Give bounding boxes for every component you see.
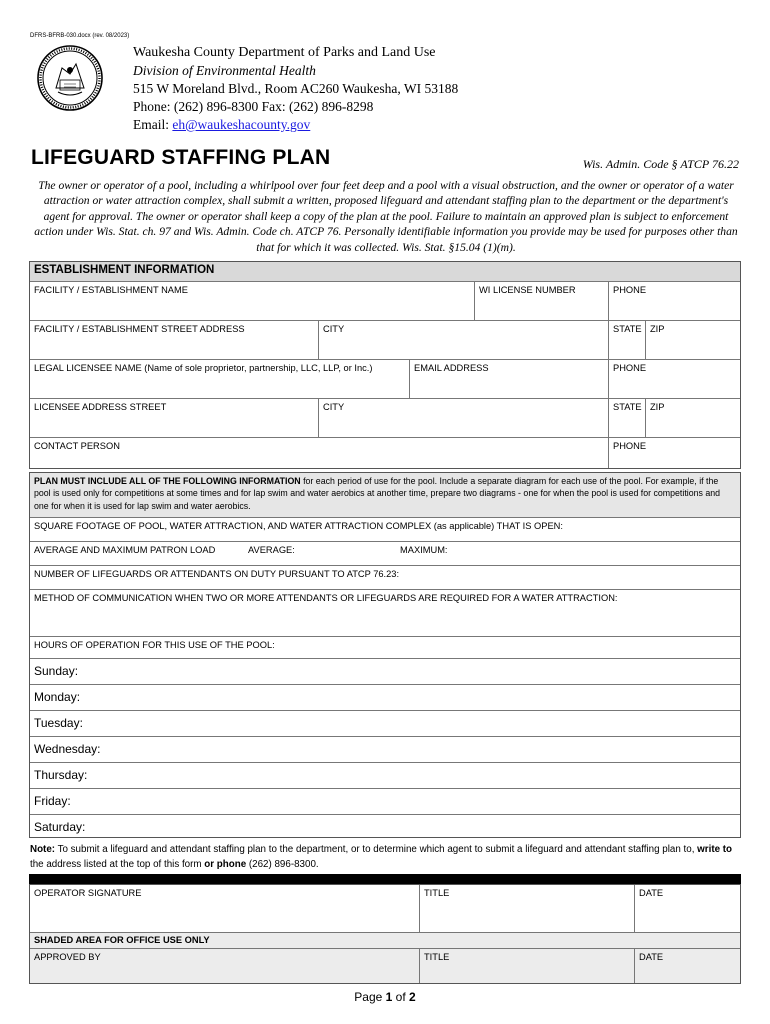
facility-state-field[interactable]: STATE xyxy=(609,321,646,360)
page-title: LIFEGUARD STAFFING PLAN xyxy=(31,146,331,169)
establishment-heading: ESTABLISHMENT INFORMATION xyxy=(30,262,740,282)
license-number-field[interactable]: WI LICENSE NUMBER xyxy=(475,282,609,321)
facility-street-field[interactable]: FACILITY / ESTABLISHMENT STREET ADDRESS xyxy=(30,321,319,360)
operator-signature-field[interactable]: OPERATOR SIGNATURE xyxy=(30,885,420,933)
code-reference: Wis. Admin. Code § ATCP 76.22 xyxy=(582,157,739,171)
hours-monday-field[interactable]: Monday: xyxy=(30,685,740,711)
divider-bar xyxy=(29,874,741,884)
agency-address: 515 W Moreland Blvd., Room AC260 Waukesha, WI 53188 xyxy=(133,81,459,96)
approval-date-field[interactable]: DATE xyxy=(639,952,664,962)
approved-by-field[interactable]: APPROVED BY xyxy=(30,949,420,983)
hours-friday-field[interactable]: Friday: xyxy=(30,789,740,815)
approval-title-field[interactable]: TITLE xyxy=(420,949,635,983)
licensee-city-field[interactable]: CITY xyxy=(319,399,609,438)
county-seal-logo xyxy=(36,44,104,112)
hours-thursday-field[interactable]: Thursday: xyxy=(30,763,740,789)
contact-phone-field[interactable]: PHONE xyxy=(613,441,647,451)
hours-tuesday-field[interactable]: Tuesday: xyxy=(30,711,740,737)
average-label: AVERAGE: xyxy=(248,545,295,555)
licensee-name-field[interactable]: LEGAL LICENSEE NAME (Name of sole proprietor, partnership, LLC, LLP, or Inc.) xyxy=(30,360,410,399)
communication-field[interactable]: METHOD OF COMMUNICATION WHEN TWO OR MORE ATTENDANTS OR LIFEGUARDS ARE REQUIRED FOR A WATER ATTRACTION: xyxy=(30,590,740,637)
plan-instructions-text: for each period of use for the pool. Include a separate diagram for each use of the pool. For example, if the pool is used only for competitions at some times and for lap swim and water aerobics at another time, prepare two diagrams - one for when the pool is used for competitions and one for when it is used for lap swim and water aerobics. xyxy=(34,476,721,511)
agency-phone: Phone: (262) 896-8300 Fax: (262) 896-8298 xyxy=(133,99,374,114)
office-use-heading: SHADED AREA FOR OFFICE USE ONLY xyxy=(30,933,740,949)
plan-instructions xyxy=(30,473,740,518)
maximum-label: MAXIMUM: xyxy=(400,545,448,555)
licensee-state-field[interactable]: STATE xyxy=(609,399,646,438)
establishment-section xyxy=(29,261,741,469)
agency-name: Waukesha County Department of Parks and Land Use xyxy=(133,45,436,60)
agency-email-line xyxy=(133,116,310,134)
operator-date-field[interactable]: DATE xyxy=(635,885,740,933)
email-address-field[interactable]: EMAIL ADDRESS xyxy=(410,360,609,399)
page-number: Page 1 of 2 xyxy=(354,990,416,1004)
plan-instructions-bold: PLAN MUST INCLUDE ALL OF THE FOLLOWING INFORMATION xyxy=(34,476,301,486)
form-code: DFRS-BFRB-030.docx (rev. 08/2023) xyxy=(30,33,130,39)
plan-section xyxy=(29,472,741,838)
facility-phone-field[interactable]: PHONE xyxy=(609,282,740,321)
agency-division: Division of Environmental Health xyxy=(133,63,316,78)
intro-text: The owner or operator of a pool, including a whirlpool over four feet deep and a pool with a visual obstruction, and the owner or operator of a water attraction or water attraction complex, shall submit a written, proposed lifeguard and attendant staffing plan to the department or the department's agent for approval. The owner or operator shall keep a copy of the plan at the pool. Failure to maintain an approved plan is subject to enforcement action under Wis. Stat. ch. 97 and Wis. Admin. Code ch. ATCP 76. Personally identifiable information you provide may be used for purposes other than that for which it was collected. Wis. Stat. §15.04 (1)(m). xyxy=(34,179,738,254)
licensee-phone-field[interactable]: PHONE xyxy=(609,360,740,399)
signature-section xyxy=(29,884,741,984)
licensee-zip-field[interactable]: ZIP xyxy=(646,399,740,438)
contact-person-field[interactable]: CONTACT PERSON xyxy=(30,438,609,468)
hours-sunday-field[interactable]: Sunday: xyxy=(30,659,740,685)
hours-wednesday-field[interactable]: Wednesday: xyxy=(30,737,740,763)
facility-name-field[interactable]: FACILITY / ESTABLISHMENT NAME xyxy=(30,282,475,321)
hours-heading: HOURS OF OPERATION FOR THIS USE OF THE POOL: xyxy=(30,637,740,659)
email-link[interactable]: eh@waukeshacounty.gov xyxy=(172,117,311,132)
submission-note: Note: To submit a lifeguard and attendant staffing plan to the department, or to determine which agent to submit a lifeguard and attendant staffing plan to, write to the address listed at the top of this form or phone (262) 896-8300. xyxy=(30,844,733,870)
hours-saturday-field[interactable]: Saturday: xyxy=(34,820,86,834)
patron-load-field[interactable]: AVERAGE AND MAXIMUM PATRON LOAD AVERAGE: MAXIMUM: xyxy=(30,542,740,566)
licensee-street-field[interactable]: LICENSEE ADDRESS STREET xyxy=(30,399,319,438)
lifeguards-field[interactable]: NUMBER OF LIFEGUARDS OR ATTENDANTS ON DUTY PURSUANT TO ATCP 76.23: xyxy=(30,566,740,590)
facility-city-field[interactable]: CITY xyxy=(319,321,609,360)
facility-zip-field[interactable]: ZIP xyxy=(646,321,740,360)
email-label: Email: xyxy=(133,117,173,132)
square-footage-field[interactable]: SQUARE FOOTAGE OF POOL, WATER ATTRACTION, AND WATER ATTRACTION COMPLEX (as applicable) THAT IS OPEN: xyxy=(30,518,740,542)
operator-title-field[interactable]: TITLE xyxy=(420,885,635,933)
